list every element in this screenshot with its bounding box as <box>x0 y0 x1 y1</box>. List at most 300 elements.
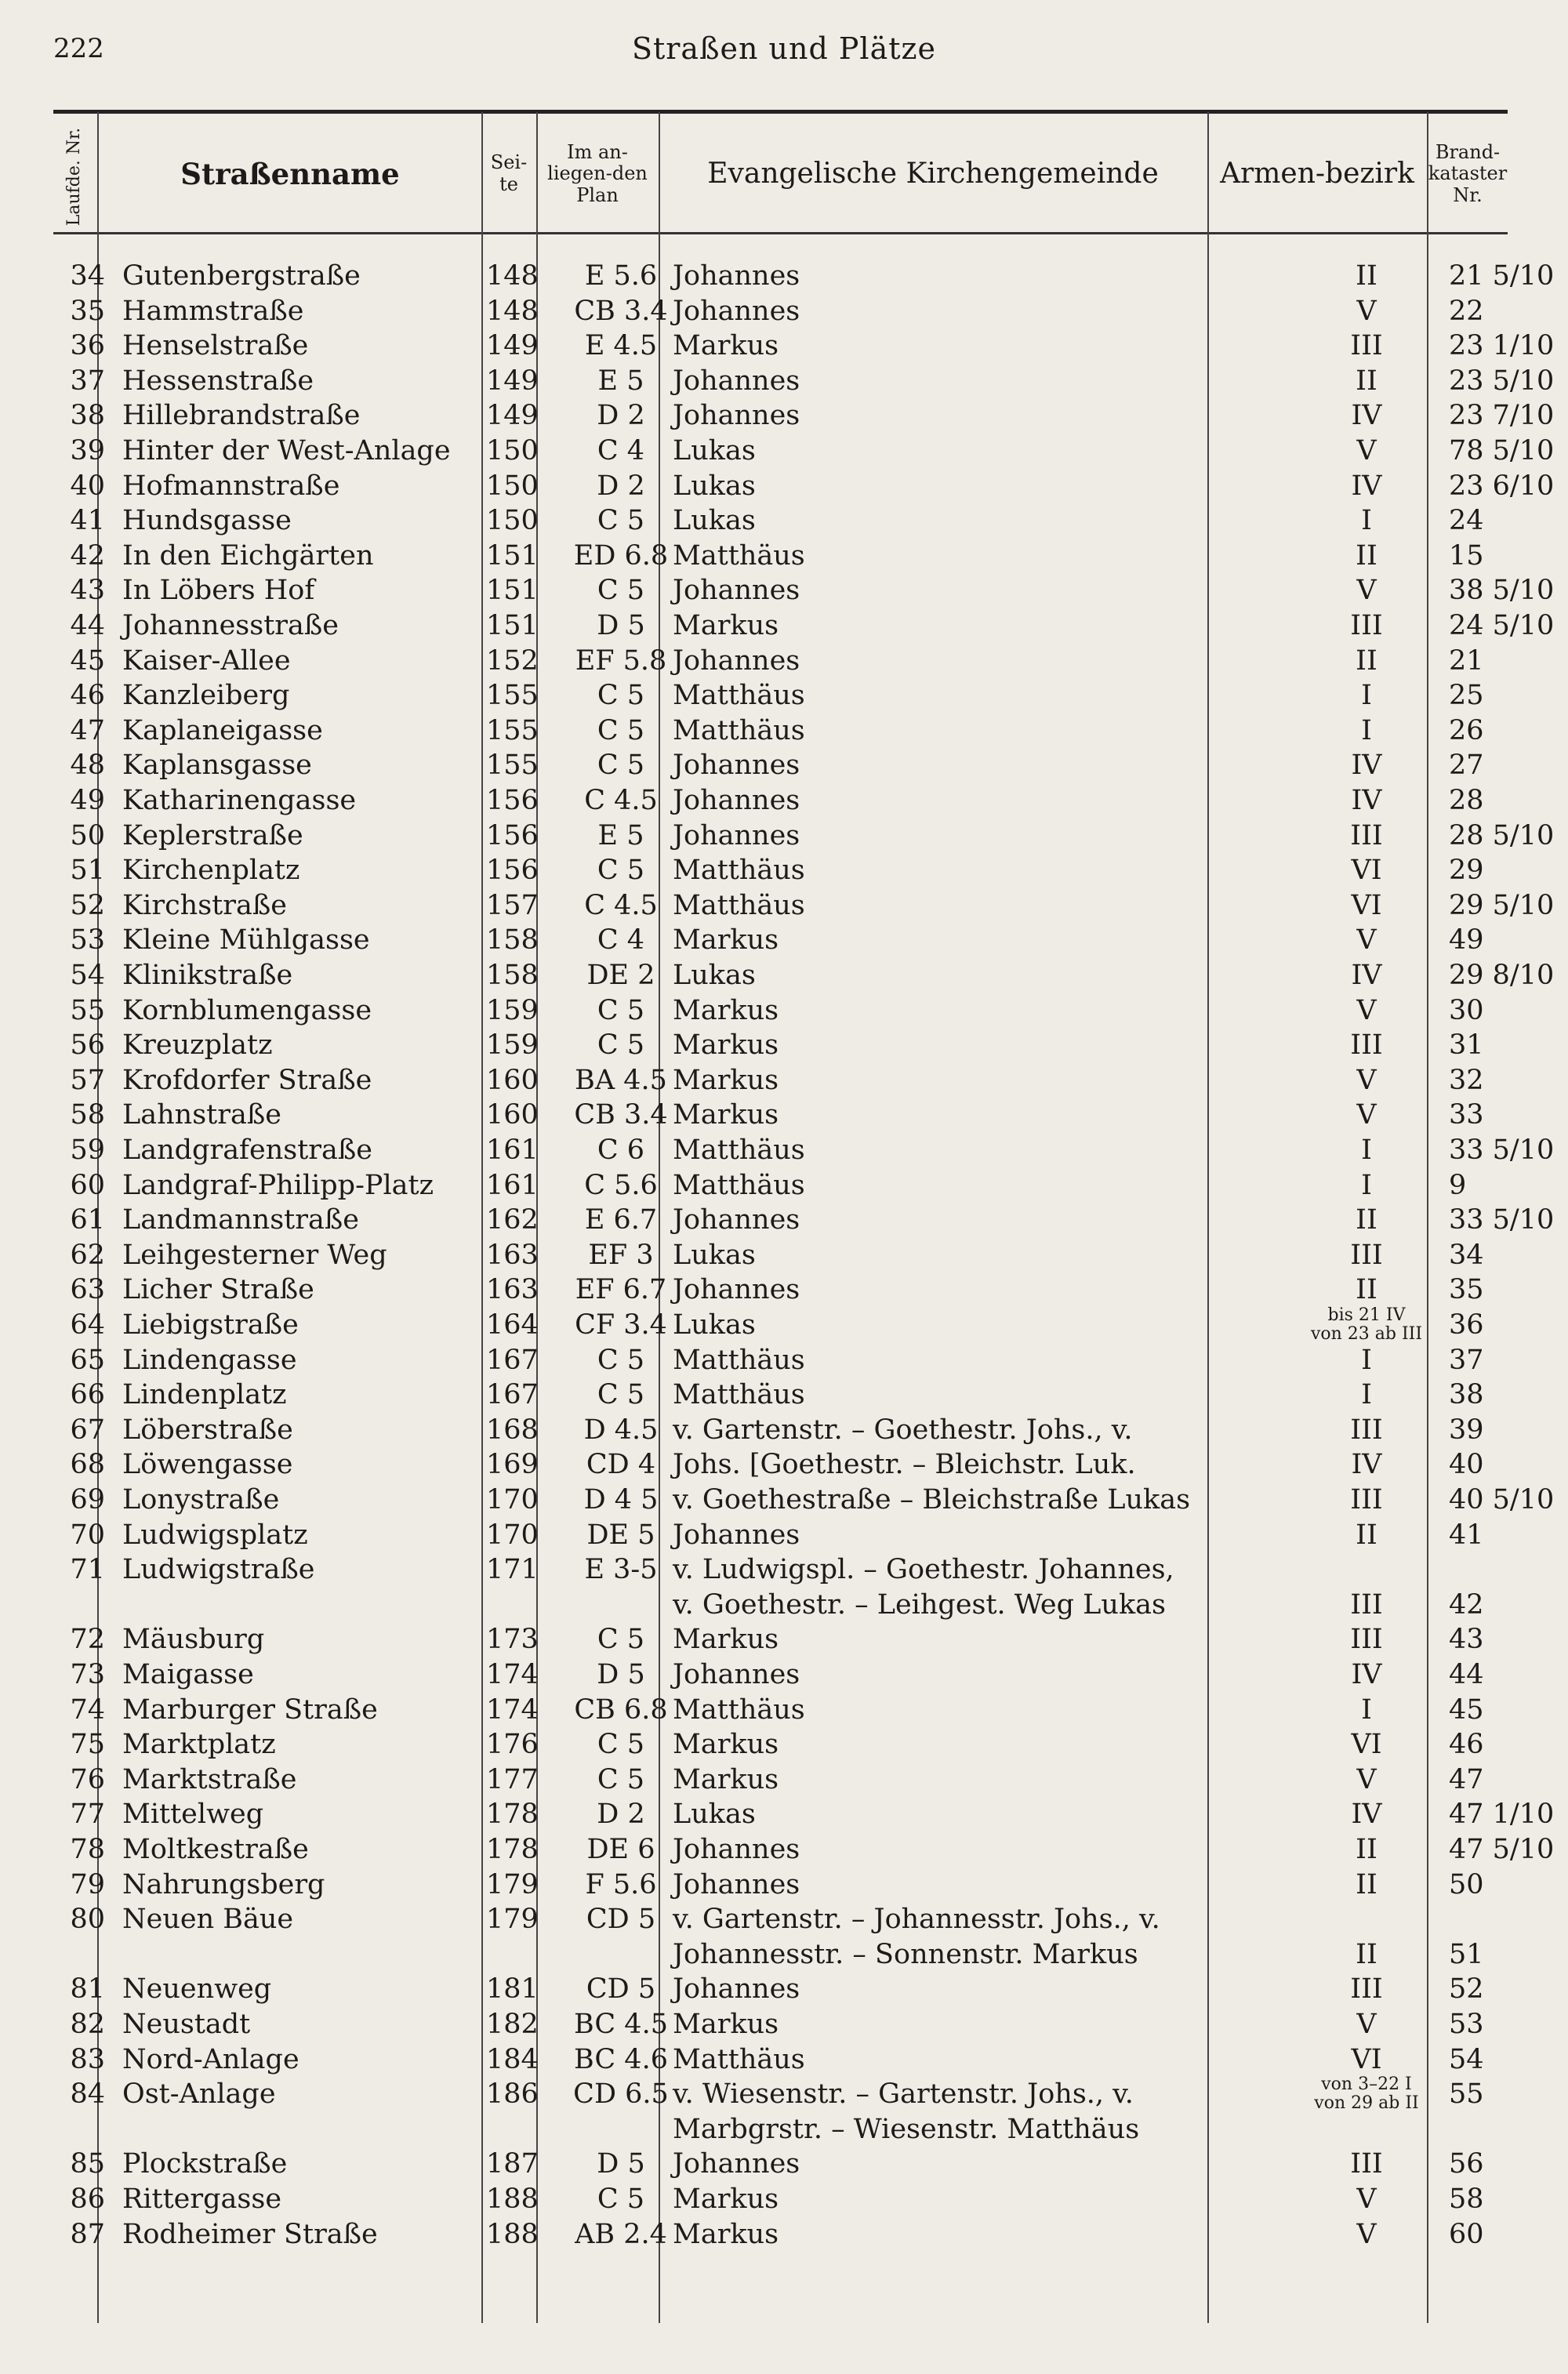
cell-name: Hessenstraße <box>122 365 314 397</box>
cell-plan: D 5 <box>597 1659 645 1690</box>
cell-seite: 170 <box>486 1519 539 1551</box>
cell-nr: 71 <box>70 1554 105 1586</box>
header-rule <box>53 232 1508 234</box>
cell-arm: V <box>1356 2009 1377 2040</box>
cell-arm: I <box>1361 714 1372 746</box>
cell-arm: V <box>1356 575 1377 607</box>
cell-plan: EF 6.7 <box>575 1274 667 1306</box>
cell-nr: 70 <box>70 1519 105 1551</box>
cell-plan: C 4 <box>597 924 645 956</box>
cell-brand: 28 5/10 <box>1449 819 1555 851</box>
cell-brand: 24 <box>1449 505 1484 537</box>
cell-name: Ludwigstraße <box>122 1554 315 1586</box>
cell-plan: D 5 <box>597 610 645 641</box>
cell-seite: 164 <box>486 1309 539 1341</box>
cell-name: Rodheimer Straße <box>122 2218 378 2250</box>
cell-seite: 155 <box>486 680 539 712</box>
cell-brand: 28 <box>1449 785 1484 816</box>
cell-brand: 27 <box>1449 750 1484 782</box>
cell-seite: 156 <box>486 855 539 887</box>
cell-arm: II <box>1356 365 1377 397</box>
cell-nr: 39 <box>70 435 105 466</box>
cell-plan: D 2 <box>597 1799 645 1831</box>
cell-name: Neuen Bäue <box>122 1904 294 1936</box>
cell-nr: 63 <box>70 1274 105 1306</box>
cell-gem: Johannes <box>673 400 800 432</box>
cell-brand: 15 <box>1449 539 1484 572</box>
cell-gem: Markus <box>673 924 779 956</box>
cell-gem: Matthäus <box>673 714 805 746</box>
cell-seite: 167 <box>486 1344 539 1376</box>
cell-plan: E 5 <box>597 365 644 397</box>
cell-arm: II <box>1356 539 1377 572</box>
cell-plan: BC 4.5 <box>574 2009 668 2040</box>
cell-nr: 60 <box>70 1169 105 1201</box>
cell-plan: C 5 <box>597 994 645 1026</box>
arm-note-line: von 3–22 I <box>1321 2075 1412 2095</box>
cell-name: Neuenweg <box>122 1973 272 2006</box>
cell-arm: I <box>1361 505 1372 537</box>
cell-nr: 57 <box>70 1064 105 1096</box>
cell-name: Lindengasse <box>122 1344 297 1376</box>
cell-brand: 38 <box>1449 1379 1484 1411</box>
cell-brand: 23 5/10 <box>1449 365 1555 397</box>
cell-name: Liebigstraße <box>122 1309 299 1341</box>
cell-nr: 66 <box>70 1379 105 1411</box>
cell-name: Hundsgasse <box>122 505 292 537</box>
cell-arm: V <box>1356 1064 1377 1096</box>
cell-gem: Matthäus <box>673 1344 805 1376</box>
cell-brand: 54 <box>1449 2043 1484 2075</box>
cell-name: Moltkestraße <box>122 1834 309 1865</box>
cell-gem: Matthäus <box>673 539 805 572</box>
cell-name: Ost-Anlage <box>122 2078 276 2111</box>
arm-note-line: bis 21 IV <box>1327 1305 1406 1325</box>
cell-gem: v. Gartenstr. – Goethestr. Johs., v. <box>673 1414 1133 1446</box>
cell-plan: F 5.6 <box>585 1868 657 1900</box>
cell-brand: 52 <box>1449 1973 1484 2006</box>
cell-nr: 77 <box>70 1799 105 1831</box>
cell-nr: 52 <box>70 889 105 921</box>
cell-seite: 177 <box>486 1763 539 1795</box>
cell-seite: 151 <box>486 539 539 572</box>
cell-seite: 151 <box>486 610 539 641</box>
cell-nr: 41 <box>70 505 105 537</box>
cell-nr: 67 <box>70 1414 105 1446</box>
cell-brand: 44 <box>1449 1659 1484 1690</box>
cell-plan: C 5 <box>597 505 645 537</box>
cell-arm: II <box>1356 1938 1377 1970</box>
cell-nr: 49 <box>70 785 105 816</box>
header-kirchengemeinde: Evangelische Kirchengemeinde <box>707 158 1159 191</box>
cell-plan: CD 5 <box>586 1904 656 1936</box>
cell-nr: 55 <box>70 994 105 1026</box>
cell-arm: III <box>1350 1484 1383 1516</box>
cell-plan: EF 3 <box>588 1239 654 1271</box>
cell-gem: Matthäus <box>673 1693 805 1726</box>
cell-arm: II <box>1356 1519 1377 1551</box>
cell-plan: C 5 <box>597 1379 645 1411</box>
cell-brand: 29 8/10 <box>1449 960 1555 991</box>
cell-seite: 178 <box>486 1834 539 1865</box>
cell-brand: 42 <box>1449 1588 1484 1621</box>
cell-brand: 40 5/10 <box>1449 1484 1555 1516</box>
cell-arm: V <box>1356 2183 1377 2215</box>
cell-brand: 50 <box>1449 1868 1484 1900</box>
cell-plan: E 5 <box>597 819 644 851</box>
cell-arm: I <box>1361 1169 1372 1201</box>
cell-nr: 62 <box>70 1239 105 1271</box>
cell-seite: 179 <box>486 1904 539 1936</box>
cell-seite: 156 <box>486 785 539 816</box>
cell-nr: 86 <box>70 2183 105 2215</box>
cell-name: Mäusburg <box>122 1624 265 1656</box>
cell-name: Hammstraße <box>122 295 304 327</box>
cell-plan: CB 6.8 <box>574 1693 668 1726</box>
cell-gem: Johannes <box>673 785 800 816</box>
cell-arm: IV <box>1351 1659 1382 1690</box>
cell-arm: V <box>1356 295 1377 327</box>
cell-seite: 159 <box>486 994 539 1026</box>
cell-arm: I <box>1361 1344 1372 1376</box>
header-brandkataster: Brand-kataster Nr. <box>1428 140 1508 206</box>
cell-seite: 186 <box>486 2078 539 2111</box>
cell-name: Marktplatz <box>122 1729 276 1761</box>
cell-brand: 33 5/10 <box>1449 1204 1555 1236</box>
cell-name: Nahrungsberg <box>122 1868 325 1900</box>
cell-name: Kaplaneigasse <box>122 714 323 746</box>
cell-gem: Johannes <box>673 644 800 677</box>
cell-nr: 44 <box>70 610 105 641</box>
cell-nr: 74 <box>70 1693 105 1726</box>
cell-brand: 49 <box>1449 924 1484 956</box>
cell-name: Hofmannstraße <box>122 470 340 502</box>
cell-name: Kanzleiberg <box>122 680 290 712</box>
cell-gem: v. Gartenstr. – Johannesstr. Johs., v. <box>673 1904 1160 1936</box>
cell-brand: 41 <box>1449 1519 1484 1551</box>
cell-seite: 168 <box>486 1414 539 1446</box>
cell-gem: Johannes <box>673 1973 800 2006</box>
cell-gem: Johannes <box>673 1519 800 1551</box>
cell-brand: 21 <box>1449 644 1484 677</box>
cell-arm: II <box>1356 1274 1377 1306</box>
cell-nr: 35 <box>70 295 105 327</box>
cell-name: Landmannstraße <box>122 1204 359 1236</box>
cell-nr: 82 <box>70 2009 105 2040</box>
cell-gem: Lukas <box>673 1799 756 1831</box>
cell-nr: 61 <box>70 1204 105 1236</box>
cell-gem: Johannes <box>673 1274 800 1306</box>
cell-seite: 155 <box>486 714 539 746</box>
cell-name: In Löbers Hof <box>122 575 315 607</box>
cell-gem: Lukas <box>673 470 756 502</box>
cell-nr: 58 <box>70 1099 105 1131</box>
page-number: 222 <box>53 33 104 64</box>
cell-arm-note <box>1229 1306 1504 1344</box>
cell-name: Löwengasse <box>122 1449 293 1481</box>
cell-nr: 37 <box>70 365 105 397</box>
cell-gem: Johannes <box>673 575 800 607</box>
cell-plan: C 5 <box>597 575 645 607</box>
cell-brand: 32 <box>1449 1064 1484 1096</box>
cell-seite: 149 <box>486 365 539 397</box>
cell-name: Löberstraße <box>122 1414 293 1446</box>
cell-name: Johannesstraße <box>122 610 339 641</box>
cell-arm: III <box>1350 1973 1383 2006</box>
cell-seite: 169 <box>486 1449 539 1481</box>
cell-nr: 79 <box>70 1868 105 1900</box>
cell-nr: 83 <box>70 2043 105 2075</box>
cell-seite: 149 <box>486 400 539 432</box>
cell-plan: C 4 <box>597 435 645 466</box>
cell-seite: 152 <box>486 644 539 677</box>
cell-arm: II <box>1356 1204 1377 1236</box>
cell-plan: CF 3.4 <box>575 1309 667 1341</box>
cell-arm: IV <box>1351 470 1382 502</box>
cell-name: In den Eichgärten <box>122 539 374 572</box>
cell-brand: 24 5/10 <box>1449 610 1555 641</box>
cell-name: Maigasse <box>122 1659 254 1690</box>
cell-plan: D 5 <box>597 2148 645 2180</box>
cell-arm: IV <box>1351 1449 1382 1481</box>
cell-nr: 78 <box>70 1834 105 1865</box>
cell-brand: 51 <box>1449 1938 1484 1970</box>
cell-plan: C 4.5 <box>584 889 658 921</box>
cell-gem: Markus <box>673 1763 779 1795</box>
cell-brand: 58 <box>1449 2183 1484 2215</box>
cell-arm: III <box>1350 610 1383 641</box>
cell-brand: 29 <box>1449 855 1484 887</box>
cell-gem: Markus <box>673 1029 779 1062</box>
cell-arm: IV <box>1351 1799 1382 1831</box>
cell-brand: 21 5/10 <box>1449 260 1555 292</box>
cell-seite: 163 <box>486 1239 539 1271</box>
header-armenbezirk: Armen-bezirk <box>1220 158 1414 191</box>
cell-plan: BC 4.6 <box>574 2043 668 2075</box>
cell-nr: 36 <box>70 330 105 362</box>
cell-brand: 37 <box>1449 1344 1484 1376</box>
cell-seite: 155 <box>486 750 539 782</box>
cell-seite: 150 <box>486 505 539 537</box>
cell-brand: 34 <box>1449 1239 1484 1271</box>
cell-seite: 156 <box>486 819 539 851</box>
cell-arm: II <box>1356 1834 1377 1865</box>
cell-brand: 23 1/10 <box>1449 330 1555 362</box>
cell-name: Lahnstraße <box>122 1099 281 1131</box>
cell-brand: 25 <box>1449 680 1484 712</box>
cell-gem: Johannes <box>673 365 800 397</box>
cell-brand: 33 <box>1449 1099 1484 1131</box>
cell-arm: III <box>1350 1239 1383 1271</box>
cell-seite: 148 <box>486 260 539 292</box>
cell-plan: ED 6.8 <box>573 539 669 572</box>
cell-brand: 47 <box>1449 1763 1484 1795</box>
cell-nr: 42 <box>70 539 105 572</box>
cell-name: Hillebrandstraße <box>122 400 361 432</box>
cell-name: Landgraf-Philipp-Platz <box>122 1169 434 1201</box>
cell-plan: C 5 <box>597 714 645 746</box>
cell-nr: 64 <box>70 1309 105 1341</box>
cell-arm: III <box>1350 1029 1383 1062</box>
cell-seite: 161 <box>486 1134 539 1166</box>
cell-gem: Markus <box>673 610 779 641</box>
cell-plan: C 5 <box>597 1763 645 1795</box>
cell-nr: 47 <box>70 714 105 746</box>
cell-plan: C 5 <box>597 1624 645 1656</box>
cell-seite: 184 <box>486 2043 539 2075</box>
cell-name: Rittergasse <box>122 2183 282 2215</box>
cell-nr: 80 <box>70 1904 105 1936</box>
cell-seite: 162 <box>486 1204 539 1236</box>
cell-plan: E 4.5 <box>584 330 658 362</box>
cell-seite: 163 <box>486 1274 539 1306</box>
cell-brand: 47 5/10 <box>1449 1834 1555 1865</box>
cell-plan: EF 5.8 <box>575 644 667 677</box>
cell-name: Kaplansgasse <box>122 750 312 782</box>
cell-nr: 34 <box>70 260 105 292</box>
cell-name: Nord-Anlage <box>122 2043 299 2075</box>
cell-arm: VI <box>1351 855 1382 887</box>
cell-brand: 26 <box>1449 714 1484 746</box>
cell-plan: E 6.7 <box>584 1204 658 1236</box>
cell-nr: 50 <box>70 819 105 851</box>
cell-plan: C 6 <box>597 1134 645 1166</box>
cell-brand: 55 <box>1449 2078 1484 2111</box>
cell-gem: Johannes <box>673 2148 800 2180</box>
cell-arm: I <box>1361 1134 1372 1166</box>
header-plan: Im an-liegen-den Plan <box>547 140 648 206</box>
cell-arm: IV <box>1351 400 1382 432</box>
cell-plan: CD 6.5 <box>573 2078 669 2111</box>
cell-seite: 158 <box>486 924 539 956</box>
cell-gem: Matthäus <box>673 1379 805 1411</box>
cell-seite: 176 <box>486 1729 539 1761</box>
cell-name: Kaiser-Allee <box>122 644 291 677</box>
cell-nr: 69 <box>70 1484 105 1516</box>
cell-nr: 45 <box>70 644 105 677</box>
cell-gem: Johs. [Goethestr. – Bleichstr. Luk. <box>673 1449 1136 1481</box>
cell-name: Licher Straße <box>122 1274 314 1306</box>
cell-gem: Markus <box>673 2183 779 2215</box>
cell-gem: Markus <box>673 2009 779 2040</box>
cell-seite: 182 <box>486 2009 539 2040</box>
cell-gem: v. Wiesenstr. – Gartenstr. Johs., v. <box>673 2078 1134 2111</box>
cell-nr: 54 <box>70 960 105 991</box>
cell-plan: C 5 <box>597 855 645 887</box>
cell-seite: 160 <box>486 1099 539 1131</box>
cell-plan: CD 5 <box>586 1973 656 2006</box>
cell-gem: Matthäus <box>673 1134 805 1166</box>
cell-seite: 178 <box>486 1799 539 1831</box>
cell-plan: DE 2 <box>586 960 655 991</box>
cell-brand: 36 <box>1449 1309 1484 1341</box>
cell-name: Kornblumengasse <box>122 994 372 1026</box>
cell-seite: 150 <box>486 470 539 502</box>
running-head: Straßen und Plätze <box>631 31 937 66</box>
cell-name: Mittelweg <box>122 1799 264 1831</box>
cell-brand: 45 <box>1449 1693 1484 1726</box>
cell-arm-note <box>1229 2075 1504 2113</box>
cell-seite: 181 <box>486 1973 539 2006</box>
cell-arm: V <box>1356 1763 1377 1795</box>
cell-brand: 56 <box>1449 2148 1484 2180</box>
cell-seite: 173 <box>486 1624 539 1656</box>
header-seite: Sei-te <box>490 151 528 195</box>
cell-plan: C 5 <box>597 1029 645 1062</box>
cell-arm: IV <box>1351 750 1382 782</box>
cell-gem: Lukas <box>673 435 756 466</box>
cell-brand: 53 <box>1449 2009 1484 2040</box>
cell-name: Plockstraße <box>122 2148 288 2180</box>
cell-arm: VI <box>1351 2043 1382 2075</box>
cell-plan: C 4.5 <box>584 785 658 816</box>
cell-name: Henselstraße <box>122 330 309 362</box>
cell-gem: Johannesstr. – Sonnenstr. Markus <box>673 1938 1138 1970</box>
cell-brand: 23 6/10 <box>1449 470 1555 502</box>
cell-gem: Matthäus <box>673 1169 805 1201</box>
cell-gem: Markus <box>673 1729 779 1761</box>
cell-seite: 167 <box>486 1379 539 1411</box>
cell-gem: Markus <box>673 330 779 362</box>
cell-plan: D 4 5 <box>583 1484 659 1516</box>
cell-gem: Johannes <box>673 1659 800 1690</box>
cell-name: Marburger Straße <box>122 1693 378 1726</box>
cell-nr: 87 <box>70 2218 105 2250</box>
cell-brand: 40 <box>1449 1449 1484 1481</box>
cell-brand: 60 <box>1449 2218 1484 2250</box>
cell-arm: V <box>1356 1099 1377 1131</box>
cell-arm: III <box>1350 1624 1383 1656</box>
cell-nr: 76 <box>70 1763 105 1795</box>
cell-seite: 151 <box>486 575 539 607</box>
cell-nr: 85 <box>70 2148 105 2180</box>
cell-nr: 72 <box>70 1624 105 1656</box>
cell-seite: 188 <box>486 2183 539 2215</box>
cell-plan: C 5 <box>597 680 645 712</box>
cell-brand: 22 <box>1449 295 1484 327</box>
cell-seite: 157 <box>486 889 539 921</box>
cell-arm: III <box>1350 2148 1383 2180</box>
top-rule <box>53 110 1508 114</box>
cell-name: Marktstraße <box>122 1763 297 1795</box>
cell-arm: VI <box>1351 1729 1382 1761</box>
cell-arm: VI <box>1351 889 1382 921</box>
cell-nr: 59 <box>70 1134 105 1166</box>
cell-nr: 65 <box>70 1344 105 1376</box>
cell-nr: 68 <box>70 1449 105 1481</box>
cell-arm: I <box>1361 1693 1372 1726</box>
cell-plan: C 5.6 <box>584 1169 658 1201</box>
cell-gem: Lukas <box>673 1239 756 1271</box>
cell-arm: II <box>1356 260 1377 292</box>
cell-brand: 38 5/10 <box>1449 575 1555 607</box>
cell-name: Landgrafenstraße <box>122 1134 372 1166</box>
cell-seite: 187 <box>486 2148 539 2180</box>
cell-plan: C 5 <box>597 750 645 782</box>
cell-name: Leihgesterner Weg <box>122 1239 387 1271</box>
cell-gem: Markus <box>673 2218 779 2250</box>
cell-nr: 46 <box>70 680 105 712</box>
cell-gem: Markus <box>673 1099 779 1131</box>
cell-seite: 158 <box>486 960 539 991</box>
cell-seite: 174 <box>486 1659 539 1690</box>
cell-gem: v. Goethestraße – Bleichstraße Lukas <box>673 1484 1191 1516</box>
cell-seite: 149 <box>486 330 539 362</box>
cell-gem: Johannes <box>673 1834 800 1865</box>
cell-plan: DE 6 <box>586 1834 655 1865</box>
cell-nr: 43 <box>70 575 105 607</box>
arm-note-line: von 29 ab II <box>1314 2093 1419 2114</box>
